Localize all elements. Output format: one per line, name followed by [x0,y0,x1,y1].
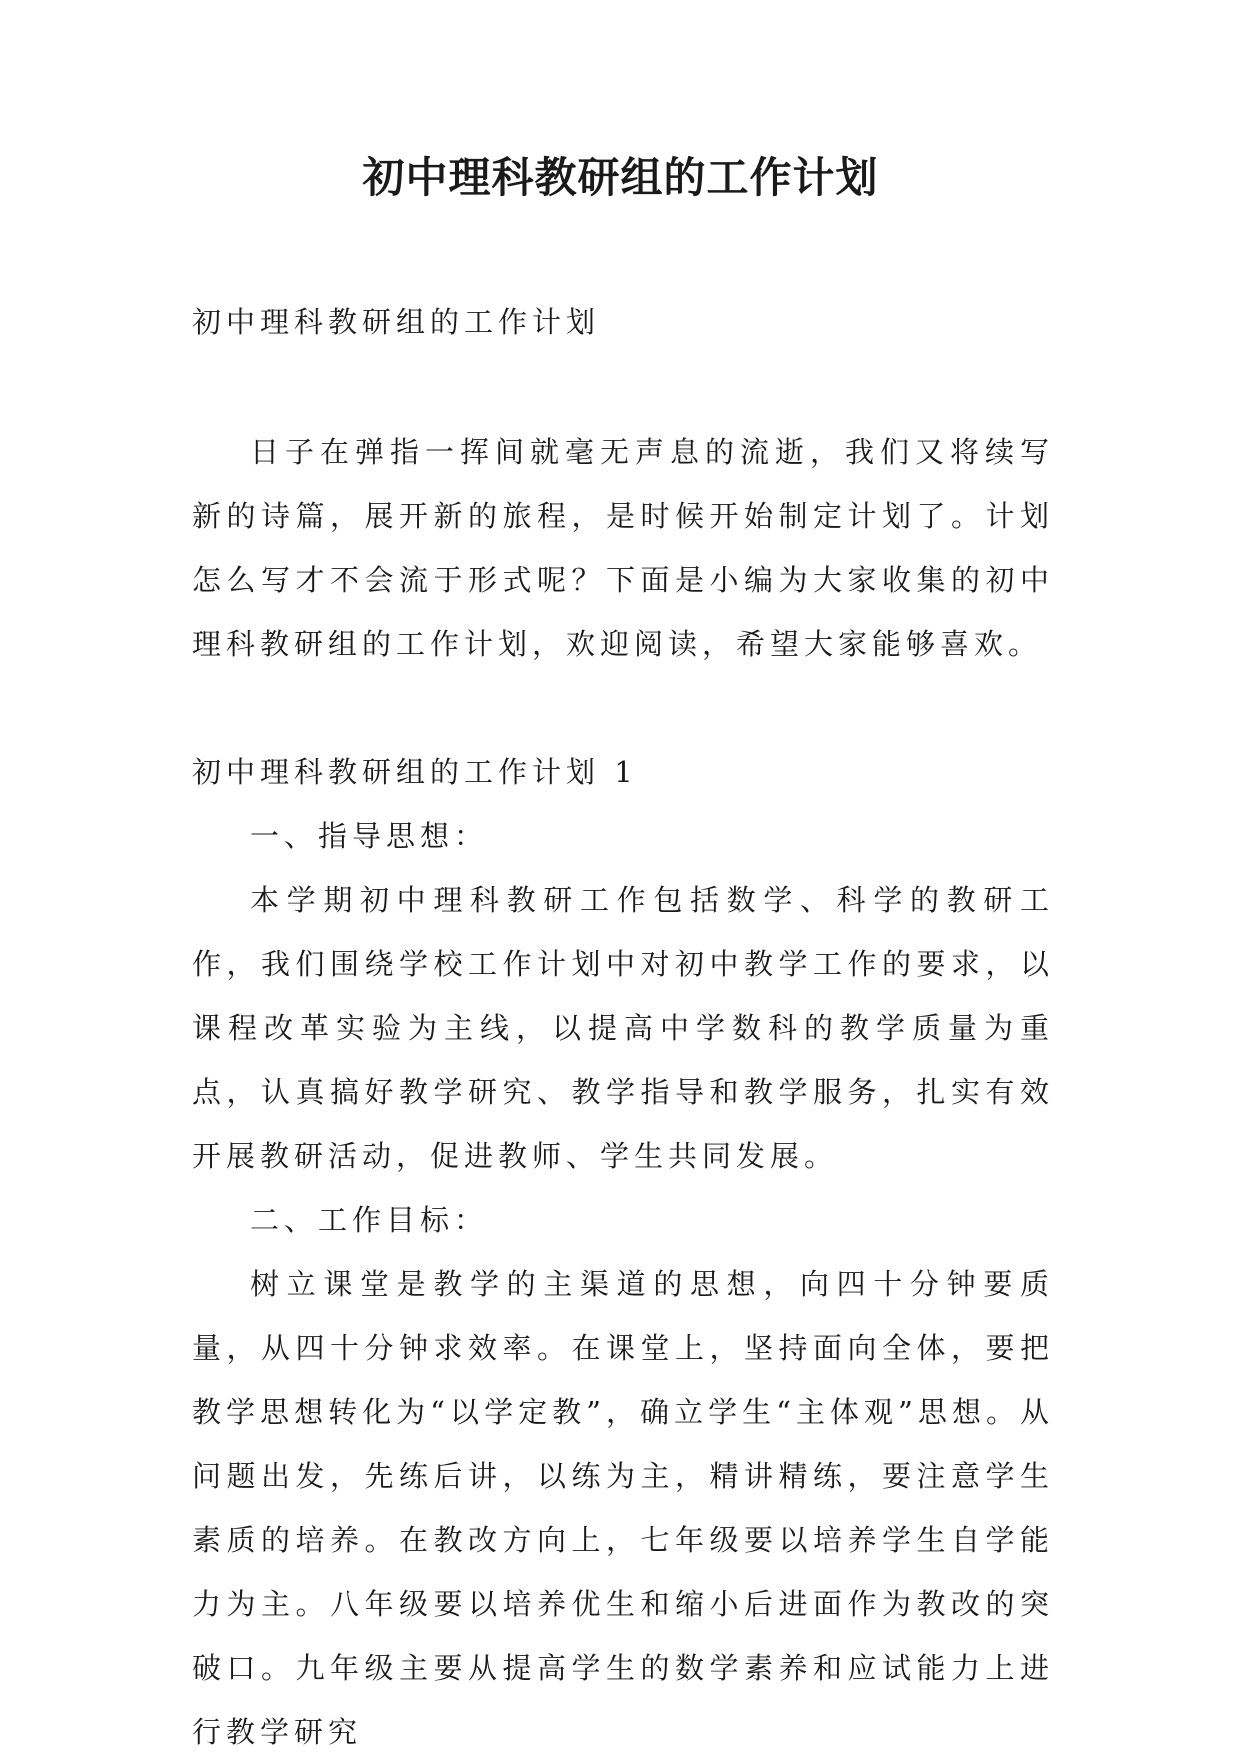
document-subtitle: 初中理科教研组的工作计划 [192,305,601,339]
section-title: 初中理科教研组的工作计划 1 [192,755,638,789]
document-title: 初中理科教研组的工作计划 [362,153,879,202]
intro-paragraph: 日子在弹指一挥间就毫无声息的流逝，我们又将续写新的诗篇，展开新的旅程，是时候开始制定计划了。计划怎么写才不会流于形式呢？下面是小编为大家收集的初中理科教研组的工作计划，欢迎阅读，希望大家能够喜欢。 [192,435,1054,661]
paragraph-work-goals: 树立课堂是教学的主渠道的思想，向四十分钟要质量，从四十分钟求效率。在课堂上，坚持面向全体，要把教学思想转化为“以学定教”，确立学生“主体观”思想。从问题出发，先练后讲，以练为主，精讲精练，要注意学生素质的培养。在教改方向上，七年级要以培养学生自学能力为主。八年级要以培养优生和缩小后进面作为教改的突破口。九年级主要从提高学生的数学素养和应试能力上进行教学研究 [192,1267,1054,1749]
spacer [192,676,1054,740]
heading-guiding-ideology: 一、指导思想： [250,819,489,853]
paragraph-guiding-ideology: 本学期初中理科教研工作包括数学、科学的教研工作，我们围绕学校工作计划中对初中教学工作的要求，以课程改革实验为主线，以提高中学数科的教学质量为重点，认真搞好教学研究、教学指导和教学服务，扎实有效开展教研活动，促进教师、学生共同发展。 [192,883,1054,1173]
heading-work-goals: 二、工作目标： [250,1203,489,1237]
document-body [192,290,1054,1764]
spacer [192,354,1054,420]
